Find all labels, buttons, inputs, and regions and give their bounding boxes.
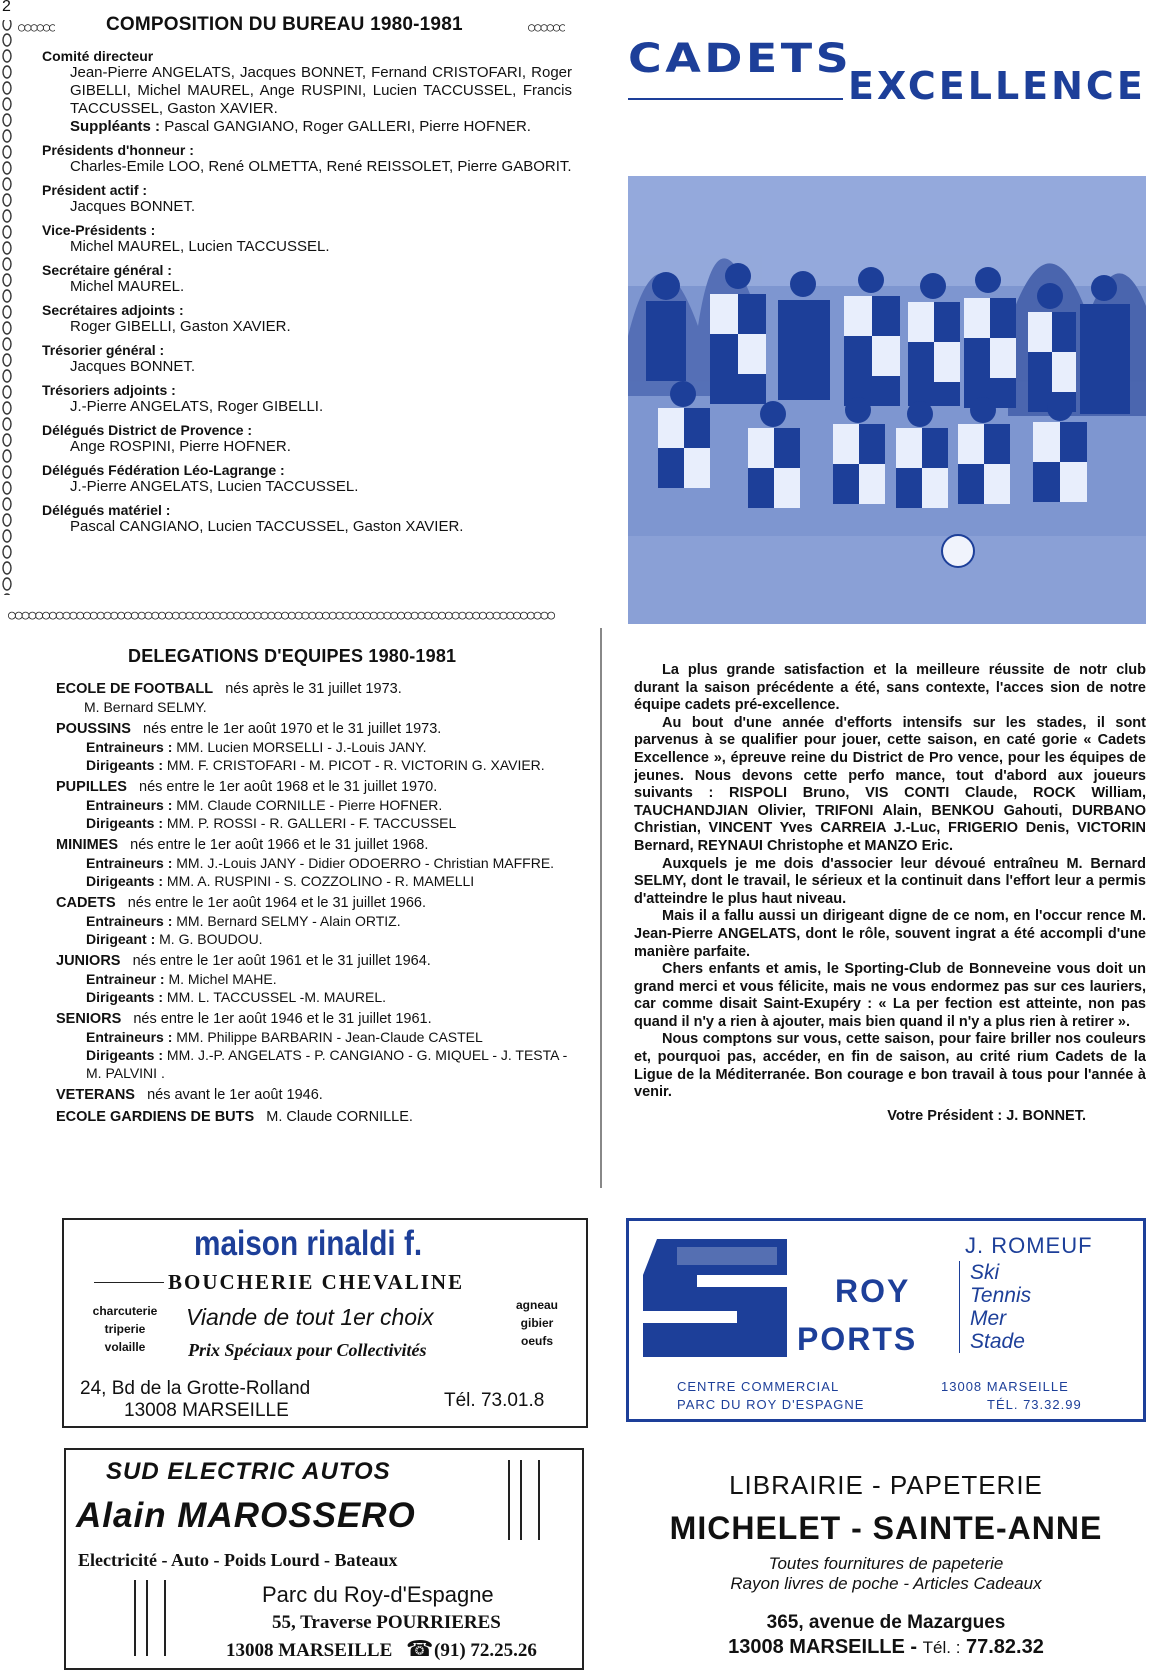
team-group [56,894,586,948]
team-line-value: MM. Claude CORNILLE - Pierre HOFNER. [176,797,443,813]
bureau-value: J.-Pierre ANGELATS, Roger GIBELLI. [70,398,324,415]
bureau-value: Jean-Pierre ANGELATS, Jacques BONNET, Fernand CRISTOFARI, Roger GIBELLI, Michel MAUREL, Ange RUSPINI, Lucien TACCUSSEL, Francis TACCUSSEL, Gaston XAVIER. [70,64,572,117]
team-line [56,854,586,872]
bureau-suppleants [42,118,572,136]
team-line [56,738,586,756]
rinaldi-phone: Tél. 73.01.8 [444,1390,545,1411]
rinaldi-address2: 13008 MARSEILLE [124,1400,289,1421]
team-line-value: MM. P. ROSSI - R. GALLERI - F. TACCUSSEL [166,815,457,831]
roy-phone: TÉL. 73.32.99 [987,1397,1082,1412]
roy-activity: Ski [970,1261,1000,1284]
page-number: 2 [2,0,11,15]
team-line-value: MM. Lucien MORSELLI - J.-Louis JANY. [176,739,427,755]
chain-border-icon [0,0,14,595]
sud-bars-left [134,1580,166,1656]
bureau-label: Trésorier général : [42,342,165,358]
team-line-value: M. Bernard SELMY. [84,699,207,715]
rinaldi-slogan: Viande de tout 1er choix [186,1304,434,1330]
team-line [56,970,586,988]
team-line [56,872,586,890]
rinaldi-address1: 24, Bd de la Grotte-Rolland [80,1378,311,1399]
team-group [56,1108,586,1126]
team-line [56,1046,586,1082]
cadets-underline [628,98,843,100]
team-group [56,836,586,890]
team-group [56,720,586,774]
roy-activity: Mer [970,1307,1007,1330]
oval-ornament-divider: ○○○○○○○○○○○○○○○○○○○○○○○○○○○○○○○○○○○○○○○○○○○○○○○○○○○○○○○○○○○○○○○○○○○○○○○○○○○○○○○○ [8,608,555,623]
team-name: VETERANS [56,1087,135,1103]
bureau-label: Trésoriers adjoints : [42,382,176,398]
rinaldi-name: maison rinaldi f. [194,1224,423,1263]
ad-sud-electric [64,1448,584,1670]
delegations-list [56,680,586,1130]
roy-activities [959,1261,1031,1353]
bureau-value: Ange ROSPINI, Pierre HOFNER. [70,438,291,455]
team-dates: nés entre le 1er août 1961 et le 31 juillet 1964. [132,953,431,969]
team-dates: nés entre le 1er août 1964 et le 31 juillet 1966. [127,895,426,911]
rinaldi-item: volaille [104,1340,146,1354]
bureau-entry [42,462,572,496]
ad-librairie [626,1470,1146,1670]
team-line-value: M. Michel MAHE. [168,971,277,987]
bureau-entry [42,302,572,336]
sud-address2: 55, Traverse POURRIERES [272,1612,501,1633]
team-name: CADETS [56,895,116,911]
bureau-entry [42,342,572,376]
vertical-divider [600,628,602,1188]
team-photo [628,176,1146,624]
team-line-value: MM. L. TACCUSSEL -M. MAUREL. [166,989,387,1005]
team-name: SENIORS [56,1011,122,1027]
team-name: ECOLE GARDIENS DE BUTS [56,1109,255,1125]
bureau-value: Michel MAUREL. [70,278,185,295]
rinaldi-subtitle: BOUCHERIE CHEVALINE [168,1270,465,1294]
sud-phone: (91) 72.25.26 [434,1640,537,1661]
left-decorative-border [0,0,14,595]
librairie-address: 365, avenue de Mazargues [766,1612,1006,1633]
bureau-value: Pascal CANGIANO, Lucien TACCUSSEL, Gaston XAVIER. [70,518,464,535]
roy-activity: Stade [970,1330,1025,1353]
team-line-key: Dirigeants : [86,873,164,889]
team-dates: nés avant le 1er août 1946. [147,1087,323,1103]
article-paragraph: Au bout d'une année d'efforts intensifs sur les stades, il sont parvenus à se qualifier pour jouer, cette saison, en caté gorie « Cadets Excellence », épreuve reine du District de Pro vence, pour les équipes de jeunes. Nous devons cette perfo mance, tout d'abord aux joueurs suivants : RISPOLI Bruno, VIS CONTI Claude, ROCK William, TAUCHANDJIAN Olivier, TRIFONI Alain, BENKOU Gahouti, DURBANO Christian, VINCENT Yves CARREIA J.-Luc, FRIGERIO Denis, VICTORIN Bernard, REYNAUI Christophe et MANZO Eric. [634,714,1146,854]
ad-roy-sports [626,1218,1146,1422]
team-line-key: Entraineurs : [86,797,173,813]
rinaldi-item: oeufs [520,1334,553,1348]
bureau-label: Délégués District de Provence : [42,422,253,438]
sud-city: 13008 MARSEILLE [226,1640,393,1661]
bureau-value: Charles-Emile LOO, René OLMETTA, René REISSOLET, Pierre GABORIT. [70,158,572,175]
bureau-entry [42,422,572,456]
rinaldi-right-items [502,1296,572,1350]
bureau-entry [42,182,572,216]
roy-logo-line1: ROY [835,1273,911,1309]
bureau-value: Michel MAUREL, Lucien TACCUSSEL. [70,238,330,255]
bureau-label: Comité directeur [42,48,154,64]
sud-title: SUD ELECTRIC AUTOS [106,1458,391,1485]
team-dates: M. Claude CORNILLE. [266,1109,413,1125]
team-line-value: M. G. BOUDOU. [159,931,263,947]
article-paragraph: La plus grande satisfaction et la meilleure réussite de notr club durant la saison précédente a été, sans contexte, l'acces sion de notre équipe cadets pré-excellence. [634,662,1146,714]
team-line-key: Dirigeant : [86,931,156,947]
bureau-label: Vice-Présidents : [42,222,156,238]
team-name: MINIMES [56,837,119,853]
team-line-value: MM. Philippe BARBARIN - Jean-Claude CASTEL [176,1029,483,1045]
librairie-name: MICHELET - SAINTE-ANNE [669,1510,1103,1546]
librairie-title: LIBRAIRIE - PAPETERIE [729,1470,1043,1500]
team-line [56,930,586,948]
team-line-value: MM. Bernard SELMY - Alain ORTIZ. [176,913,401,929]
rinaldi-item: gibier [520,1316,554,1330]
bureau-label: Président actif : [42,182,148,198]
roy-center2: PARC DU ROY D'ESPAGNE [677,1397,865,1412]
article-paragraph: Nous comptons sur vous, cette saison, pour faire briller nos couleurs et, pourquoi pas, accéder, en fin de saison, au crité rium Cadets de la Ligue de la Méditerranée. Bon courage e bon travail à tous pour l'année à venir. [634,1031,1146,1101]
bureau-title-row [18,14,598,40]
rinaldi-item: triperie [104,1322,146,1336]
bureau-label: Secrétaires adjoints : [42,302,184,318]
librairie-city: 13008 MARSEILLE [728,1636,905,1658]
bureau-entry [42,48,572,136]
sud-services: Electricité - Auto - Poids Lourd - Bateaux [78,1550,398,1570]
roy-sports-logo-icon [637,1235,795,1361]
bureau-label: Présidents d'honneur : [42,142,194,158]
team-group [56,778,586,832]
librairie-line1: Toutes fournitures de papeterie [768,1554,1004,1573]
librairie-city-row: 13008 MARSEILLE - Tél. : 77.82.32 [728,1636,1044,1658]
bureau-label: Délégués matériel : [42,502,171,518]
team-line-value: MM. A. RUSPINI - S. COZZOLINO - R. MAMELLI [166,873,475,889]
rinaldi-item: charcuterie [92,1304,158,1318]
oval-ornament-left: ○○○○○○ [18,20,56,34]
bureau-label: Secrétaire général : [42,262,172,278]
team-line [56,756,586,774]
cadets-title-2: EXCELLENCE [848,64,1146,108]
team-dates: nés entre le 1er août 1970 et le 31 juillet 1973. [143,721,442,737]
roy-owner: J. ROMEUF [965,1233,1093,1258]
bureau-entry [42,222,572,256]
team-line-key: Dirigeants : [86,757,164,773]
article-paragraph: Auxquels je me dois d'associer leur dévoué entraîneu M. Bernard SELMY, dont le travail, le sérieux et la continuit dans l'effort leur a permis d'atteindre le plus haut niveau. [634,855,1146,907]
team-photo-illustration [628,176,1146,624]
bureau-list [42,48,572,542]
team-line-key: Entraineurs : [86,1029,173,1045]
librairie-line2: Rayon livres de poche - Articles Cadeaux [730,1574,1042,1593]
rinaldi-special: Prix Spéciaux pour Collectivités [188,1340,427,1360]
sud-bars-right [508,1460,540,1540]
roy-center1: CENTRE COMMERCIAL [677,1379,840,1394]
team-line-key: Dirigeants : [86,1047,164,1063]
delegations-title: DELEGATIONS D'EQUIPES 1980-1981 [128,646,457,666]
bureau-entry [42,142,572,176]
team-line-key: Dirigeants : [86,989,164,1005]
oval-ornament-right: ○○○○○○ [528,20,566,34]
team-name: JUNIORS [56,953,121,969]
cadets-title-1: CADETS [628,36,853,82]
rinaldi-item: agneau [515,1298,558,1312]
team-name: ECOLE DE FOOTBALL [56,681,214,697]
phone-icon: ☎ [406,1636,434,1661]
librairie-phone-label: Tél. : [922,1638,961,1657]
team-line [56,912,586,930]
bureau-entry [42,382,572,416]
team-line-value: MM. J.-P. ANGELATS - P. CANGIANO - G. MIQUEL - J. TESTA - M. PALVINI . [86,1047,568,1081]
article-paragraph: Mais il a fallu aussi un dirigeant digne de ce nom, en l'occur rence M. Jean-Pierre ANGELATS, dont le rôle, souvent ingrat a été accompli d'une manière parfaite. [634,908,1146,960]
team-line [56,1028,586,1046]
bureau-value: J.-Pierre ANGELATS, Lucien TACCUSSEL. [70,478,359,495]
team-line [56,814,586,832]
team-dates: nés entre le 1er août 1966 et le 31 juillet 1968. [130,837,429,853]
team-line-key: Entraineurs : [86,913,173,929]
team-dates: nés entre le 1er août 1946 et le 31 juillet 1961. [133,1011,432,1027]
team-line [56,698,586,716]
rinaldi-subtitle-line [94,1282,164,1283]
bureau-title: COMPOSITION DU BUREAU 1980-1981 [106,14,463,35]
team-line [56,988,586,1006]
bureau-value: Jacques BONNET. [70,358,196,375]
team-group [56,1086,586,1104]
team-name: POUSSINS [56,721,131,737]
sud-name: Alain MAROSSERO [76,1496,416,1535]
article-paragraph: Chers enfants et amis, le Sporting-Club de Bonneveine vous doit un grand merci et vous félicite, mais ne vous endormez pas sur ces lauriers, car comme disait Saint-Exupéry : « La per fection est atteinte, non pas quand il n'y a rien à ajouter, mais bien quand il n'y a plus rien à retirer ». [634,961,1146,1030]
team-line-value: MM. F. CRISTOFARI - M. PICOT - R. VICTORIN G. XAVIER. [166,757,545,773]
bureau-entry [42,502,572,536]
team-dates: nés entre le 1er août 1968 et le 31 juillet 1970. [139,779,438,795]
rinaldi-left-items [90,1302,160,1356]
bureau-label: Délégués Fédération Léo-Lagrange : [42,462,285,478]
article-signature: Votre Président : J. BONNET. [887,1107,1086,1124]
ad-rinaldi [62,1218,588,1428]
team-line [56,796,586,814]
team-line-value: MM. J.-Louis JANY - Didier ODOERRO - Christian MAFFRE. [176,855,555,871]
bureau-value: Jacques BONNET. [70,198,196,215]
team-group [56,952,586,1006]
roy-logo-line2: PORTS [797,1321,918,1357]
team-group [56,1010,586,1082]
librairie-phone: 77.82.32 [966,1636,1044,1658]
team-group [56,680,586,716]
team-line-key: Entraineurs : [86,855,173,871]
bureau-value: Roger GIBELLI, Gaston XAVIER. [70,318,291,335]
bureau-label: Suppléants : [70,118,161,135]
bureau-value: Pascal GANGIANO, Roger GALLERI, Pierre HOFNER. [164,118,531,135]
team-line-key: Entraineur : [86,971,165,987]
sud-address1: Parc du Roy-d'Espagne [262,1582,494,1607]
team-line-key: Entraineurs : [86,739,173,755]
roy-city: 13008 MARSEILLE [941,1379,1069,1394]
team-dates: nés après le 31 juillet 1973. [225,681,402,697]
team-name: PUPILLES [56,779,127,795]
roy-activity: Tennis [970,1284,1032,1307]
team-line-key: Dirigeants : [86,815,164,831]
cadets-article [634,662,1146,1124]
bureau-entry [42,262,572,296]
